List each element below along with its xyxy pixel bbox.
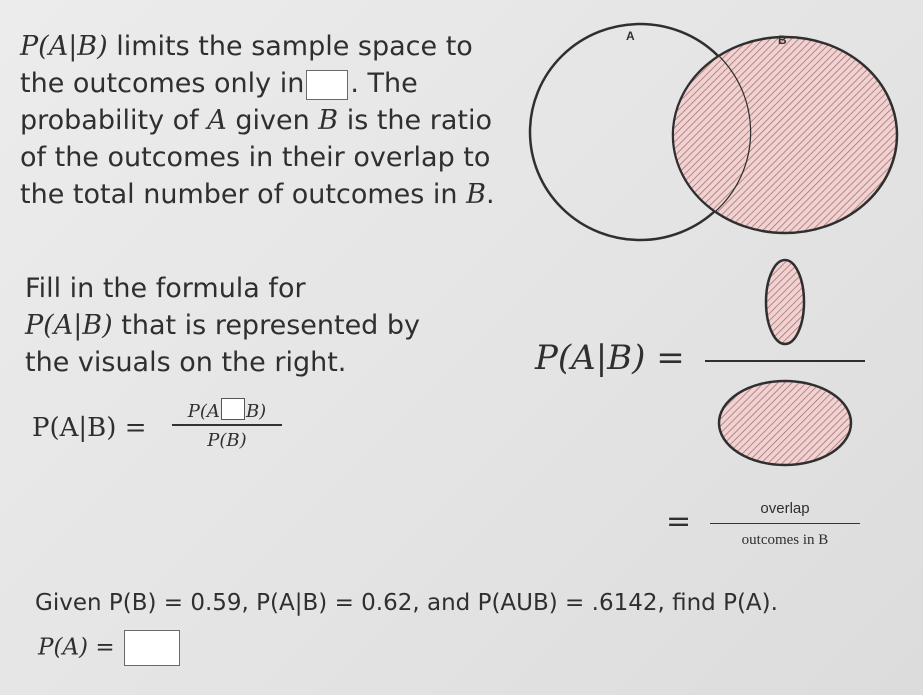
formula-fraction (172, 398, 282, 451)
intro-line-2 (20, 65, 500, 102)
intro-text-2b: . The (350, 68, 418, 99)
overlap-lens-icon (766, 260, 804, 344)
intro-math-b: B (318, 105, 339, 136)
intro-text-5b: . (485, 179, 495, 210)
label-b: B (778, 33, 787, 47)
visual-formula-lhs: P(A|B) = (535, 338, 685, 378)
circle-b-icon (719, 381, 851, 465)
intro-line-3 (20, 102, 500, 139)
intro-line-5 (20, 176, 500, 213)
venn-diagram (520, 20, 910, 250)
ratio-numerator: overlap (760, 500, 810, 517)
answer-row (38, 630, 182, 666)
formula-denominator: P(B) (207, 430, 247, 451)
fill-line-2 (25, 307, 445, 344)
intro-text-5a: the total number of outcomes in (20, 179, 467, 210)
intro-text-1: limits the sample space to (107, 31, 473, 62)
fill-line-1: Fill in the formula for (25, 273, 306, 304)
question-given: Given P(B) = 0.59, P(A|B) = 0.62, and P(AUB) = .6142, find P(A). (35, 590, 778, 616)
ratio-equals: = (666, 504, 692, 539)
answer-input-box[interactable] (124, 630, 180, 666)
intro-line-4: of the outcomes in their overlap to (20, 142, 491, 173)
intro-text-3a: probability of (20, 105, 208, 136)
ratio-fraction (710, 500, 860, 549)
visual-fraction (700, 255, 870, 470)
operator-answer-box[interactable] (221, 398, 245, 420)
intro-math-pab: P(A|B) (20, 31, 108, 62)
fill-text-2: that is represented by (112, 310, 421, 341)
intro-text-3c: is the ratio (338, 105, 492, 136)
fill-paragraph (25, 270, 445, 381)
numerator-right: B) (245, 401, 267, 422)
label-a: A (626, 29, 635, 43)
intro-line-1 (20, 28, 500, 65)
intro-math-b2: B (466, 179, 486, 210)
answer-label: P(A) = (38, 634, 115, 661)
fill-math-pab: P(A|B) (25, 310, 113, 341)
formula-numerator (172, 398, 282, 424)
ratio-denominator: outcomes in B (741, 532, 829, 548)
numerator-left: P(A (187, 401, 220, 422)
intro-text-3b: given (226, 105, 319, 136)
intro-text-2: the outcomes only in (20, 68, 305, 99)
sample-space-answer-box[interactable] (306, 70, 348, 100)
intro-paragraph (20, 28, 500, 213)
intro-math-a: A (207, 105, 227, 136)
fill-line-3: the visuals on the right. (25, 347, 347, 378)
formula-lhs: P(A|B) = (32, 413, 147, 443)
